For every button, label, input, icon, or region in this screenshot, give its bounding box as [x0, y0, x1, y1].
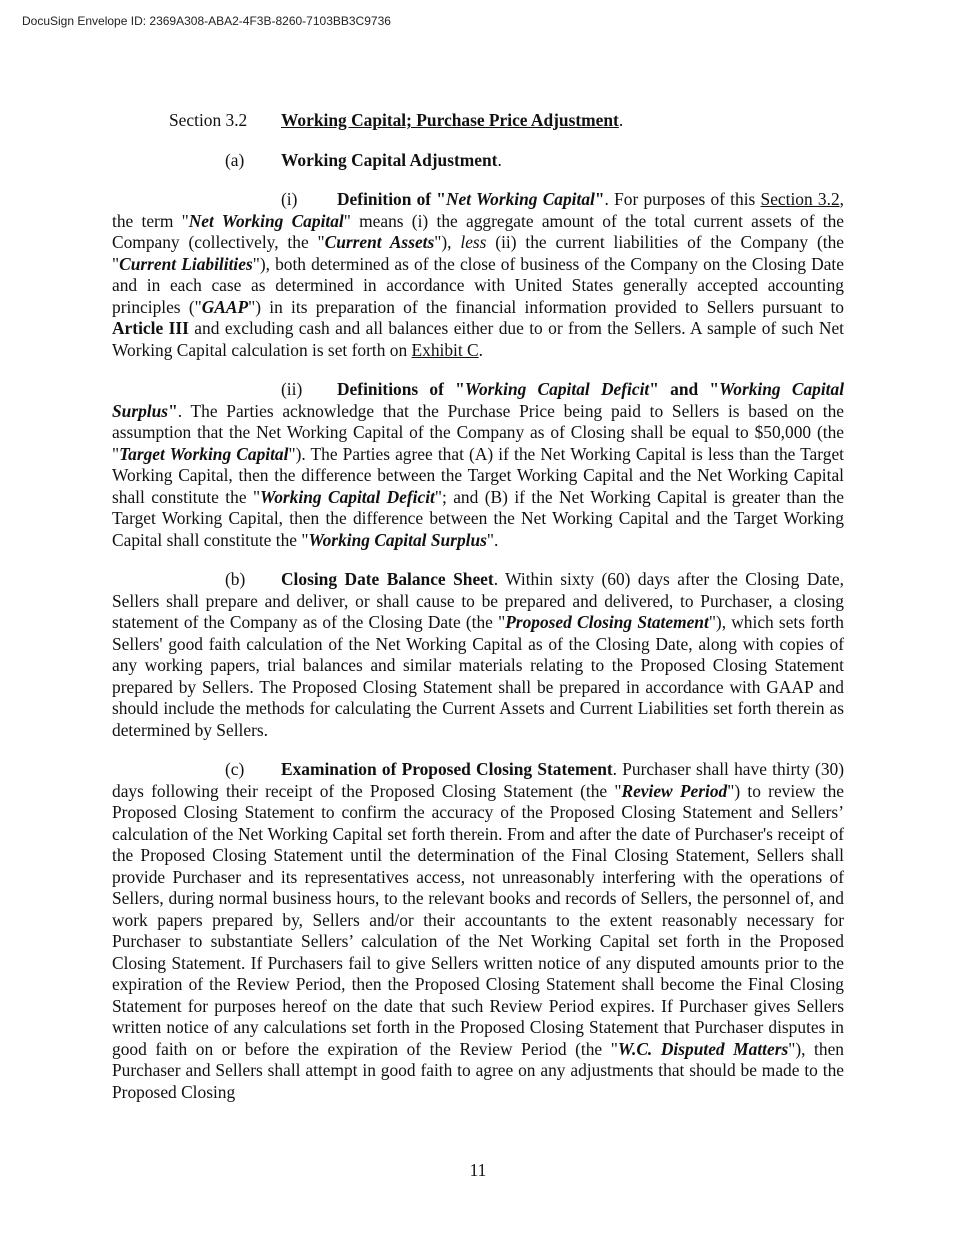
- section-reference-link[interactable]: Section 3.2: [760, 189, 840, 209]
- defined-term: Review Period: [621, 780, 728, 801]
- defined-term: Working Capital Deficit: [260, 486, 435, 507]
- paragraph-b: (b) Closing Date Balance Sheet. Within sixty (60) days after the Closing Date, Sellers shall prepare and deliver, or shall cause to be prepared and delivered, to Purchaser, a closing statement of the Company as of the Closing Date (the "Proposed Closing Statement"), which sets forth Sellers' good faith calculation of the Net Working Capital as of the Closing Date, along with copies of any working papers, trial balances and similar materials relating to the Proposed Closing Statement prepared by Sellers. The Proposed Closing Statement shall be prepared in accordance with GAAP and should include the methods for calculating the Current Assets and Current Liabilities set forth therein as determined by Sellers.: [112, 569, 845, 740]
- defined-term: Target Working Capital: [119, 443, 289, 464]
- section-heading: [112, 110, 844, 132]
- paragraph-ii: (ii) Definitions of "Working Capital Deficit" and "Working Capital Surplus". The Parties acknowledge that the Purchase Price being paid to Sellers is based on the assumption that the Net Working Capital of the Company as of Closing shall be equal to $50,000 (the "Target Working Capital"). The Parties agree that (A) if the Net Working Capital is less than the Target Working Capital, then the difference between the Target Working Capital and the Net Working Capital shall constitute the "Working Capital Deficit"; and (B) if the Net Working Capital is greater than the Target Working Capital, then the difference between the Net Working Capital and the Target Working Capital shall constitute the "Working Capital Surplus".: [112, 379, 845, 550]
- subsection-b-number: (b): [225, 569, 246, 589]
- defined-term: Proposed Closing Statement: [505, 612, 709, 632]
- page-number: 11: [469, 1160, 487, 1180]
- article-reference: Article III: [112, 318, 189, 338]
- defined-term: Current Liabilities: [119, 253, 253, 274]
- exhibit-reference-link[interactable]: Exhibit C: [411, 339, 479, 360]
- emphasis-text: less: [460, 232, 487, 252]
- paragraph-i: (i) Definition of "Net Working Capital". For purposes of this Section 3.2, the term "Net Working Capital" means (i) the aggregate amount of the total current assets of the Company (collectively, the "Current Assets"), less (ii) the current liabilities of the Company (the "Current Liabilities"), both determined as of the close of business of the Company on the Closing Date and in each case as determined in accordance with United States generally accepted accounting principles ("GAAP") in its preparation of the financial information provided to Sellers pursuant to Article III and excluding cash and all balances either due to or from the Sellers. A sample of such Net Working Capital calculation is set forth on Exhibit C.: [112, 189, 845, 360]
- subsection-b-title: Closing Date Balance Sheet: [281, 569, 494, 589]
- section-number: Section 3.2: [169, 110, 248, 130]
- item-ii-title: Definitions of "Working Capital Deficit" and "Working Capital Surplus": [112, 379, 845, 421]
- item-i-number: (i): [281, 189, 298, 209]
- subsection-a-title-period: .: [497, 149, 502, 170]
- defined-term: Net Working Capital: [188, 210, 344, 231]
- subsection-a-title: Working Capital Adjustment: [281, 149, 498, 170]
- subsection-a-number: (a): [225, 149, 245, 170]
- section-title: Working Capital; Purchase Price Adjustment: [281, 110, 619, 130]
- section-title-period: .: [618, 110, 624, 130]
- defined-term: GAAP: [201, 296, 249, 317]
- paragraph-c: (c) Examination of Proposed Closing Statement. Purchaser shall have thirty (30) days following their receipt of the Proposed Closing Statement (the "Review Period") to review the Proposed Closing Statement to confirm the accuracy of the Proposed Closing Statement and Sellers’ calculation of the Net Working Capital set forth therein. From and after the date of Purchaser's receipt of the Proposed Closing Statement until the determination of the Final Closing Statement, Sellers shall provide Purchaser and its representatives access, not unreasonably interfering with the operations of Sellers, during normal business hours, to the relevant books and records of Sellers, the personnel of, and work papers prepared by, Sellers and/or their accountants to the extent reasonably necessary for Purchaser to substantiate Sellers’ calculation of the Net Working Capital set forth in the Proposed Closing Statement. If Purchasers fail to give Sellers written notice of any disputed amounts prior to the expiration of the Review Period, then the Proposed Closing Statement shall become the Final Closing Statement for purposes hereof on the date that such Review Period expires. If Purchaser gives Sellers written notice of any calculations set forth in the Proposed Closing Statement that Purchaser disputes in good faith on or before the expiration of the Review Period (the "W.C. Disputed Matters"), then Purchaser and Sellers shall attempt in good faith to agree on any adjustments that should be made to the Proposed Closing: [112, 759, 844, 1102]
- envelope-id: DocuSign Envelope ID: 2369A308-ABA2-4F3B-8260-7103BB3C9736: [22, 14, 391, 28]
- item-ii-number: (ii): [281, 379, 303, 399]
- item-i-title: Definition of "Net Working Capital": [337, 189, 605, 209]
- subsection-c-number: (c): [225, 759, 245, 779]
- document-body: [112, 110, 844, 1121]
- defined-term: W.C. Disputed Matters: [617, 1038, 789, 1059]
- subsection-c-title: Examination of Proposed Closing Statement: [281, 759, 613, 779]
- defined-term: Current Assets: [324, 232, 435, 252]
- subsection-a-heading: [112, 150, 844, 172]
- defined-term: Working Capital Surplus: [308, 529, 487, 550]
